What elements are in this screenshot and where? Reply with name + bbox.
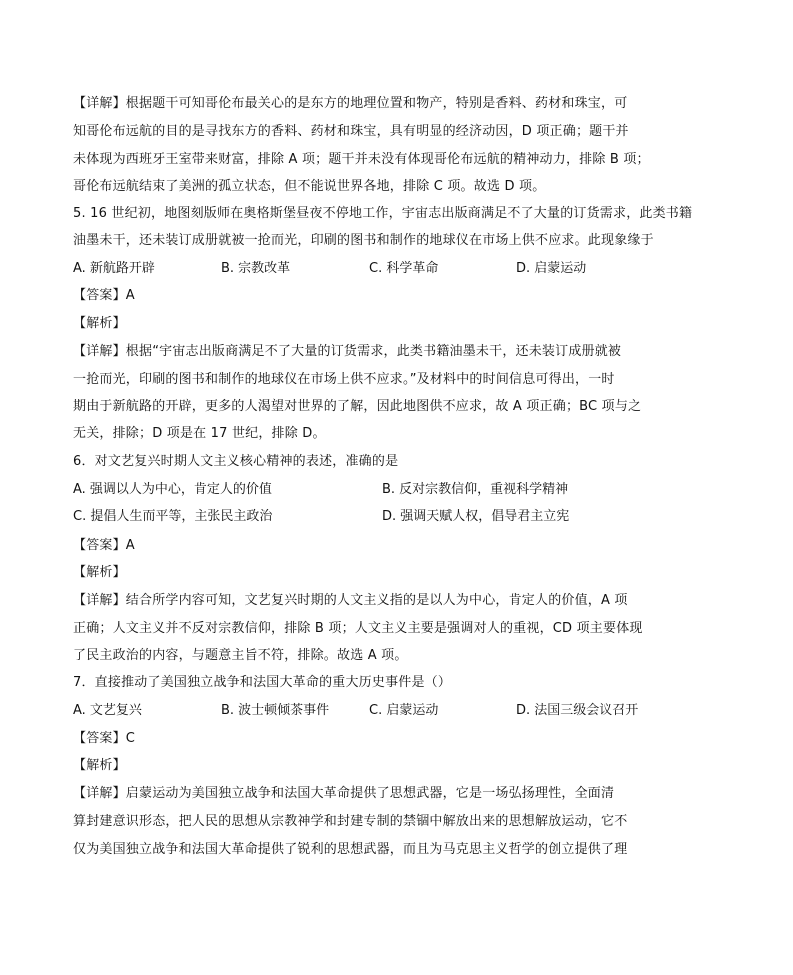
q7-option-c: C. 启蒙运动 (369, 703, 439, 718)
q7-option-a: A. 文艺复兴 (73, 703, 142, 718)
q5-analysis-label: 【解析】 (73, 316, 126, 331)
q7-analysis-line: 仅为美国独立战争和法国大革命提供了锐利的思想武器，而且为马克思主义哲学的创立提供了理 (73, 842, 628, 857)
q6-analysis-label: 【解析】 (73, 565, 126, 580)
q5-analysis-line: 【详解】根据“宇宙志出版商满足不了大量的订货需求，此类书籍油墨未干，还未装订成册就被 (73, 344, 622, 359)
q5-analysis-line: 无关，排除；D 项是在 17 世纪，排除 D。 (73, 426, 326, 441)
q6-stem: 6．对文艺复兴时期人文主义核心精神的表述，准确的是 (73, 454, 399, 469)
q7-analysis-line: 【详解】启蒙运动为美国独立战争和法国大革命提供了思想武器，它是一场弘扬理性，全面清 (73, 786, 615, 801)
q4-analysis-line: 【详解】根据题干可知哥伦布最关心的是东方的地理位置和物产，特别是香料、药材和珠宝，可 (73, 96, 628, 111)
q7-analysis-line: 算封建意识形态，把人民的思想从宗教神学和封建专制的禁锢中解放出来的思想解放运动，它不 (73, 814, 628, 829)
q5-option-b: B. 宗教改革 (221, 261, 291, 276)
q5-option-a: A. 新航路开辟 (73, 261, 155, 276)
q6-option-c: C. 提倡人生而平等，主张民主政治 (73, 509, 273, 524)
q6-option-b: B. 反对宗教信仰，重视科学精神 (382, 482, 569, 497)
q5-stem-line: 5. 16 世纪初，地图刻版师在奥格斯堡昼夜不停地工作，宇宙志出版商满足不了大量的订货需求，此类书籍 (73, 206, 693, 221)
q4-analysis-line: 哥伦布远航结束了美洲的孤立状态，但不能说世界各地，排除 C 项。故选 D 项。 (73, 179, 546, 194)
q7-option-b: B. 波士顿倾茶事件 (221, 703, 330, 718)
q6-analysis-line: 【详解】结合所学内容可知，文艺复兴时期的人文主义指的是以人为中心，肯定人的价值，A 项 (73, 593, 628, 608)
q7-option-d: D. 法国三级会议召开 (516, 703, 639, 718)
q5-stem-line: 油墨未干，还未装订成册就被一抢而光，印刷的图书和制作的地球仪在市场上供不应求。此现象缘于 (73, 233, 654, 248)
q5-option-c: C. 科学革命 (369, 261, 439, 276)
q6-analysis-line: 正确；人文主义并不反对宗教信仰，排除 B 项；人文主义主要是强调对人的重视，CD 项主要体现 (73, 621, 643, 636)
q5-analysis-line: 期由于新航路的开辟，更多的人渴望对世界的了解，因此地图供不应求，故 A 项正确；BC 项与之 (73, 399, 642, 414)
q6-option-a: A. 强调以人为中心，肯定人的价值 (73, 482, 272, 497)
q7-answer: 【答案】C (73, 731, 136, 746)
q6-answer: 【答案】A (73, 538, 135, 553)
q6-option-d: D. 强调天赋人权，倡导君主立宪 (382, 509, 570, 524)
q5-option-d: D. 启蒙运动 (516, 261, 587, 276)
q5-answer: 【答案】A (73, 288, 135, 303)
q4-analysis-line: 知哥伦布远航的目的是寻找东方的香料、药材和珠宝，具有明显的经济动因，D 项正确；题干并 (73, 124, 629, 139)
q7-stem: 7．直接推动了美国独立战争和法国大革命的重大历史事件是（） (73, 675, 452, 690)
q7-analysis-label: 【解析】 (73, 758, 126, 773)
q4-analysis-line: 未体现为西班牙王室带来财富，排除 A 项；题干并未没有体现哥伦布远航的精神动力，排除 B 项； (73, 152, 650, 167)
q5-analysis-line: 一抢而光，印刷的图书和制作的地球仪在市场上供不应求。”及材料中的时间信息可得出，一时 (73, 372, 615, 387)
q6-analysis-line: 了民主政治的内容，与题意主旨不符，排除。故选 A 项。 (73, 648, 408, 663)
